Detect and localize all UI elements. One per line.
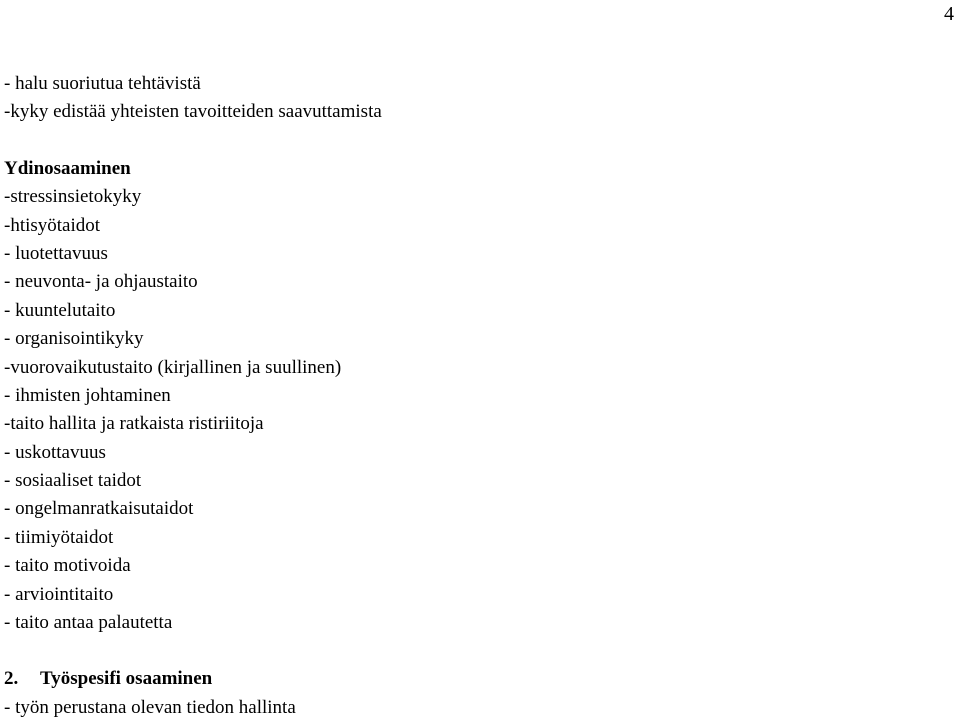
- core-item: - kuuntelutaito: [4, 299, 116, 321]
- core-item: - organisointikyky: [4, 328, 144, 350]
- intro-line-1: - halu suoriutua tehtävistä: [4, 73, 201, 94]
- paragraph-gap: [4, 127, 904, 155]
- section-2-title: Työspesifi osaaminen: [40, 668, 213, 690]
- core-item: - sosiaaliset taidot: [4, 470, 142, 492]
- core-item: - arviointitaito: [4, 583, 114, 605]
- core-item: - taito antaa palautetta: [4, 612, 173, 634]
- intro-line-2: -kyky edistää yhteisten tavoitteiden saavuttamista: [4, 101, 382, 123]
- core-item: -taito hallita ja ratkaista ristiriitoja: [4, 413, 264, 435]
- paragraph-gap: [4, 637, 904, 665]
- core-item: - tiimiyötaidot: [4, 526, 114, 548]
- section-2-item: - työn perustana olevan tiedon hallinta: [4, 696, 296, 718]
- core-item: - ihmisten johtaminen: [4, 384, 171, 406]
- core-item: - luotettavuus: [4, 242, 108, 264]
- core-item: -stressinsietokyky: [4, 186, 142, 208]
- core-item: - taito motivoida: [4, 555, 131, 577]
- core-item: - ongelmanratkaisutaidot: [4, 498, 194, 520]
- section-2-number: 2.: [4, 668, 19, 690]
- core-competence-heading: Ydinosaaminen: [4, 157, 131, 179]
- section-2-heading: [4, 665, 904, 693]
- core-item: -vuorovaikutustaito (kirjallinen ja suullinen): [4, 356, 342, 378]
- core-item: -htisyötaidot: [4, 214, 101, 236]
- core-item: - uskottavuus: [4, 441, 106, 463]
- document-body: [4, 70, 904, 722]
- core-item: - neuvonta- ja ohjaustaito: [4, 271, 198, 293]
- page-number: 4: [944, 3, 954, 25]
